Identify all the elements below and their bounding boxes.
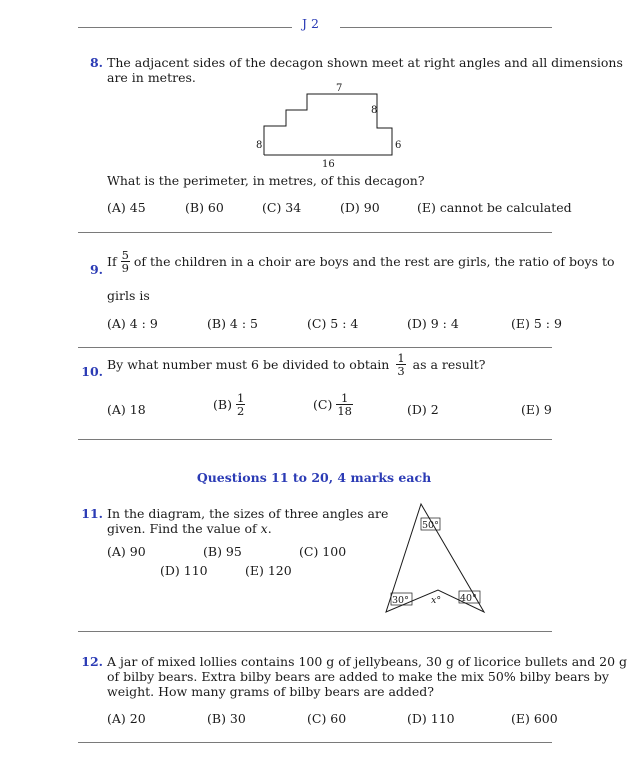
header-rule-right xyxy=(340,27,552,28)
q10-choice-d[interactable]: (D) 2 xyxy=(407,402,439,417)
q9-choice-c[interactable]: (C) 5 : 4 xyxy=(307,316,359,331)
separator-bottom xyxy=(78,742,552,743)
q11-choice-c[interactable]: (C) 100 xyxy=(299,544,347,559)
q9-choice-e[interactable]: (E) 5 : 9 xyxy=(511,316,562,331)
question-11-line1: In the diagram, the sizes of three angles are xyxy=(107,506,389,521)
choice-b-label: (B) xyxy=(213,397,232,413)
q8-choice-b[interactable]: (B) 60 xyxy=(185,200,224,215)
fraction-denominator: 3 xyxy=(397,364,405,379)
decagon-shape xyxy=(264,94,392,155)
angle-right: 40° xyxy=(460,593,477,604)
q8-choice-d[interactable]: (D) 90 xyxy=(340,200,380,215)
q11-choice-e[interactable]: (E) 120 xyxy=(245,563,292,578)
choice-c-label: (C) xyxy=(313,397,333,413)
question-11-line2-prefix: given. Find the value of xyxy=(107,521,261,536)
question-9-prefix: If xyxy=(107,254,117,270)
q9-choice-a[interactable]: (A) 4 : 9 xyxy=(107,316,158,331)
question-10-line xyxy=(107,352,485,377)
choice-c-fraction xyxy=(336,392,353,417)
q10-choice-a[interactable]: (A) 18 xyxy=(107,402,146,417)
question-9-number: 9. xyxy=(89,262,103,277)
question-9-line1 xyxy=(107,249,615,274)
angle-middle: x° xyxy=(431,595,442,606)
q8-choice-a[interactable]: (A) 45 xyxy=(107,200,146,215)
question-10-fraction xyxy=(396,352,405,377)
question-12-number: 12. xyxy=(81,654,103,669)
separator-11-12 xyxy=(78,631,552,632)
choice-b-fraction xyxy=(236,392,245,417)
q12-choice-e[interactable]: (E) 600 xyxy=(511,711,558,726)
q10-choice-c[interactable] xyxy=(313,392,353,417)
fraction-numerator: 1 xyxy=(340,391,349,405)
fraction-denominator: 9 xyxy=(121,261,129,276)
dim-bottom: 16 xyxy=(322,159,335,170)
question-8-number: 8. xyxy=(89,55,103,70)
question-9-line2: girls is xyxy=(107,288,150,303)
question-10-text-before: By what number must 6 be divided to obtain xyxy=(107,357,390,373)
question-10-text-after: as a result? xyxy=(412,357,486,373)
q8-choice-c[interactable]: (C) 34 xyxy=(262,200,302,215)
question-11-line2 xyxy=(107,521,272,536)
question-8-line2: are in metres. xyxy=(107,70,196,85)
question-12-line1: A jar of mixed lollies contains 100 g of jellybeans, 30 g of licorice bullets and 20 g xyxy=(107,654,628,669)
triangle-angle-diagram xyxy=(380,500,490,618)
q10-choice-e[interactable]: (E) 9 xyxy=(521,402,552,417)
dim-left-side: 8 xyxy=(256,140,263,151)
question-8-question: What is the perimeter, in metres, of this decagon? xyxy=(107,173,425,188)
q12-choice-b[interactable]: (B) 30 xyxy=(207,711,246,726)
q8-choice-e[interactable]: (E) cannot be calculated xyxy=(417,200,572,215)
separator-8-9 xyxy=(78,232,552,233)
fraction-numerator: 1 xyxy=(397,351,405,365)
dim-right-step: 8 xyxy=(371,105,378,116)
question-10-number: 10. xyxy=(81,364,103,379)
variable-x: x xyxy=(260,521,268,536)
fraction-numerator: 1 xyxy=(236,391,245,405)
question-11-number: 11. xyxy=(81,506,103,521)
question-12-line2: of bilby bears. Extra bilby bears are added to make the mix 50% bilby bears by xyxy=(107,669,609,684)
q12-choice-a[interactable]: (A) 20 xyxy=(107,711,146,726)
page-label: J 2 xyxy=(302,16,319,31)
q12-choice-d[interactable]: (D) 110 xyxy=(407,711,455,726)
fraction-numerator: 5 xyxy=(121,248,129,262)
q11-choice-a[interactable]: (A) 90 xyxy=(107,544,146,559)
decagon-diagram xyxy=(250,80,410,172)
dim-right-side: 6 xyxy=(395,140,402,151)
separator-9-10 xyxy=(78,347,552,348)
separator-10-section xyxy=(78,439,552,440)
q9-choice-b[interactable]: (B) 4 : 5 xyxy=(207,316,258,331)
section-heading: Questions 11 to 20, 4 marks each xyxy=(196,470,432,485)
header-rule-left xyxy=(78,27,292,28)
question-9-line1-rest: of the children in a choir are boys and the rest are girls, the ratio of boys to xyxy=(133,254,615,270)
fraction-denominator: 2 xyxy=(236,404,245,419)
angle-top: 50° xyxy=(422,520,439,531)
q9-choice-d[interactable]: (D) 9 : 4 xyxy=(407,316,459,331)
question-9-fraction xyxy=(121,249,130,274)
question-11-line2-suffix: . xyxy=(267,521,272,536)
dim-top: 7 xyxy=(336,83,343,94)
q11-choice-d[interactable]: (D) 110 xyxy=(160,563,208,578)
q11-choice-b[interactable]: (B) 95 xyxy=(203,544,242,559)
q10-choice-b[interactable] xyxy=(213,392,245,417)
angle-left: 30° xyxy=(392,595,409,606)
fraction-denominator: 18 xyxy=(337,404,352,419)
question-12-line3: weight. How many grams of bilby bears are added? xyxy=(107,684,435,699)
q12-choice-c[interactable]: (C) 60 xyxy=(307,711,347,726)
question-8-line1: The adjacent sides of the decagon shown meet at right angles and all dimensions xyxy=(107,55,623,70)
